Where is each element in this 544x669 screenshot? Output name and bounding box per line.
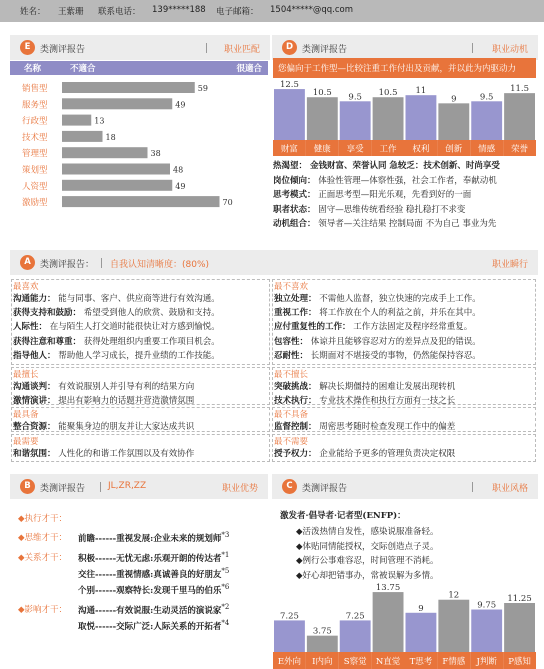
divider — [101, 258, 102, 268]
talent-row-text: ------无忧无虑:乐观开朗的传达者 — [95, 553, 222, 564]
behavior-row-text: 将工作放在个人的利益之前，并乐在其中。 — [316, 308, 481, 319]
section-letter-badge: A — [20, 255, 35, 270]
chart-data-label: 3.75 — [312, 626, 332, 637]
chart-data-label: 11.5 — [510, 84, 530, 95]
chart-bar — [406, 613, 437, 652]
talent-group-heading: ◆执行才干： — [18, 514, 68, 524]
divider — [206, 43, 207, 53]
behavior-row-text: 能聚集身边的朋友并让大家达成共识 — [55, 422, 195, 432]
talent-row — [78, 603, 229, 616]
behavior-row-text: 周密思考随时检查发现工作中的偏差 — [316, 422, 456, 432]
chart-category-label: E外向 — [277, 657, 302, 667]
behavior-row-label: 监督控制： — [274, 422, 317, 432]
panel-header — [272, 474, 538, 499]
motivation-line-label: 职者状态： — [273, 204, 316, 215]
behavior-row-label: 独立处理： — [274, 294, 317, 304]
behavior-row-text: 有效说服别人并引导有利的结果方向 — [55, 382, 195, 392]
chart-data-label: 7.25 — [345, 611, 365, 622]
chart-category-label: 权利 — [412, 144, 430, 155]
panel-header — [10, 474, 268, 499]
motivation-line-text: 领导者—关注结果 控制局面 不为自己 事业为先 — [315, 219, 497, 229]
career-type-bar — [62, 82, 195, 93]
talent-row — [78, 567, 229, 580]
chart-bar — [373, 592, 404, 652]
section-letter-badge: C — [282, 479, 297, 494]
behavior-row — [274, 380, 455, 392]
talent-row-text: ------观察特长:发现千里马的伯乐 — [95, 585, 222, 596]
talent-rank-mark: *2 — [221, 603, 230, 611]
talent-row — [78, 531, 229, 544]
career-type-bar — [62, 115, 91, 126]
talent-rank-mark: *3 — [221, 531, 230, 539]
behavior-row-text: 提出有影响力的话题并营造激情氛围 — [55, 396, 195, 407]
divider — [100, 482, 101, 492]
behavior-row — [274, 394, 455, 406]
column-name-header: 名称 — [24, 64, 42, 74]
behavior-row-text: 体谅并且能够容忍对方的差异点及犯的错误。 — [308, 336, 481, 347]
personality-bullet: ◆活泼热情自发性，感染说服准备轻。 — [296, 527, 439, 537]
column-unsuited-header: 不適合 — [70, 64, 96, 74]
chart-category-label: 健康 — [313, 144, 331, 155]
talent-row-label: 积极 — [78, 553, 96, 564]
chart-bar — [307, 636, 338, 652]
behavior-row-text: 专业技术操作和执行方面有一技之长 — [316, 396, 456, 407]
behavior-row-label: 技术执行： — [274, 396, 317, 407]
panel-header — [272, 35, 538, 60]
chart-data-label: 10.5 — [378, 88, 398, 99]
talent-row — [78, 583, 229, 596]
talent-row-label: 个别 — [78, 585, 96, 596]
talent-row-label: 取悦 — [78, 621, 96, 632]
personality-chart — [273, 582, 536, 669]
behavior-row — [13, 420, 194, 432]
career-type-value: 70 — [222, 198, 233, 208]
career-type-label: 策划型 — [22, 165, 48, 176]
motivation-line — [273, 217, 496, 229]
career-type-label: 人资型 — [22, 181, 48, 192]
career-type-value: 48 — [173, 165, 184, 175]
divider — [472, 482, 473, 492]
panel-category: 职业优势 — [221, 484, 258, 494]
behavior-row-label: 包容性： — [274, 336, 309, 347]
chart-category-label: N直觉 — [375, 657, 401, 667]
chart-data-label: 9.5 — [479, 92, 494, 103]
personal-info-bar — [0, 0, 544, 22]
chart-bar — [504, 93, 535, 140]
talent-rank-mark: *6 — [221, 583, 230, 591]
panel-header — [10, 35, 270, 60]
career-type-bar — [62, 98, 172, 109]
chart-bar — [504, 603, 535, 652]
chart-bar — [471, 610, 502, 652]
panel-header — [10, 250, 538, 275]
behavior-row-text: 企业能给予更多的管理负责决定权限 — [316, 449, 456, 459]
behavior-row-label: 获得支持和鼓励： — [13, 308, 82, 319]
behavior-row-text: 帮助他人学习成长，提升业绩的工作技能。 — [55, 350, 220, 361]
motivation-line-text: 固守—思维传统看经验 稳扎稳打不求变 — [315, 204, 466, 215]
behavior-row-label: 突破挑战： — [274, 382, 317, 392]
behavior-row-label: 忍耐性： — [274, 350, 309, 361]
chart-category-label: 荣誉 — [511, 144, 529, 155]
motivation-line-label: 动机组合： — [273, 219, 316, 229]
chart-category-label: I内向 — [312, 657, 333, 667]
behavior-row — [13, 380, 194, 392]
behavior-row — [13, 292, 220, 304]
behavior-row — [13, 320, 220, 332]
career-type-label: 行政型 — [22, 116, 48, 127]
behavior-box-heading: 最需要 — [13, 437, 39, 447]
behavior-row-label: 沟通能力： — [13, 294, 56, 304]
motivation-chart — [273, 79, 536, 156]
chart-bar — [274, 620, 305, 652]
personality-type-title: 激发者·倡导者·记者型(ENFP)： — [280, 511, 406, 521]
career-type-value: 59 — [197, 84, 208, 93]
behavior-row — [13, 306, 220, 318]
chart-bar — [438, 103, 469, 140]
chart-category-label: S察觉 — [343, 657, 367, 667]
phone-label: 联系电话： — [98, 7, 141, 17]
career-type-value: 38 — [150, 149, 161, 159]
chart-category-label: F情感 — [442, 657, 466, 667]
email-value: 1504*****@qq.com — [270, 5, 354, 15]
motivation-line-text: 体验性管理—体察性强，社会工作者，奉献动机 — [315, 175, 497, 186]
behavior-row — [13, 335, 220, 347]
behavior-box-heading: 最不喜欢 — [274, 282, 309, 292]
panel-category: 职业瞬行 — [491, 260, 528, 270]
motivation-line-text: 正面思考型—阳光乐观，先看到好的一面 — [315, 190, 472, 200]
talent-group-heading: ◆思维才干： — [18, 533, 68, 543]
behavior-row-text: 不需他人监督，独立快速的完成手上工作。 — [316, 294, 481, 304]
talent-row — [78, 551, 229, 564]
name-value: 王紫珊 — [58, 7, 84, 17]
behavior-row — [274, 335, 481, 347]
chart-data-label: 10.5 — [312, 88, 332, 99]
talent-row-label: 前瞻 — [78, 533, 96, 544]
behavior-row-label: 和谐氛围： — [13, 449, 56, 459]
chart-bar — [340, 101, 371, 140]
motivation-line — [273, 188, 471, 200]
chart-bar — [340, 620, 371, 652]
section-letter-badge: D — [282, 40, 297, 55]
section-letter-badge: E — [20, 40, 35, 55]
talent-row-text: ------重视发展:企业未来的规划师 — [95, 533, 222, 544]
career-type-label: 技术型 — [22, 132, 48, 143]
behavior-row — [274, 320, 472, 332]
career-type-bar — [62, 180, 172, 191]
motivation-line-label: 思考模式： — [273, 190, 316, 200]
chart-data-label: 11 — [415, 86, 427, 97]
career-type-label: 激励型 — [22, 198, 48, 209]
behavior-row-label: 重视工作： — [274, 308, 317, 319]
behavior-row-label: 授予权力： — [274, 449, 317, 459]
panel-category: 职业风格 — [491, 484, 528, 494]
chart-data-label: 9.75 — [477, 600, 497, 611]
motivation-line-text: 金钱财富、荣誉认同 急较乏：技术创新、时尚享受 — [307, 161, 500, 171]
career-type-bar — [62, 131, 103, 142]
talent-row-text: ------重视情感:真诚善良的好朋友 — [95, 569, 222, 580]
phone-value: 139*****188 — [152, 5, 206, 15]
panel-title: 类测评报告 — [302, 45, 348, 55]
chart-category-label: T思考 — [409, 657, 433, 667]
chart-bar — [438, 600, 469, 652]
behavior-row-text: 获得处理组织内重要工作项目机会。 — [81, 336, 220, 347]
talent-row-text: ------有效说服:生动灵活的演说家 — [95, 605, 222, 616]
behavior-row-label: 整合资源： — [13, 422, 56, 432]
behavior-row-text: 人性化的和谐工作氛围以及有效协作 — [55, 449, 195, 459]
talent-group-heading: ◆影响才干： — [18, 605, 68, 615]
motivation-line-label: 岗位倾向： — [273, 175, 316, 186]
career-type-value: 49 — [175, 181, 186, 191]
behavior-row — [13, 349, 220, 361]
self-awareness-score: 自我认知清晰度：(80%) — [110, 260, 210, 270]
name-label: 姓名： — [20, 7, 46, 17]
chart-data-label: 9 — [451, 94, 457, 105]
email-label: 电子邮箱： — [216, 7, 259, 17]
behavior-row — [13, 447, 194, 459]
motivation-banner: 您偏向于工作型—比较注重工作付出及贡献，并以此为内驱动力 — [273, 58, 536, 78]
talent-group-heading: ◆关系才干： — [18, 553, 68, 563]
behavior-row-label: 激情演讲： — [13, 396, 56, 407]
behavior-row — [274, 349, 481, 361]
chart-category-label: 享受 — [346, 144, 364, 155]
personality-bullet: ◆好心却把错事办，常被误解为多情。 — [296, 570, 439, 581]
behavior-row — [274, 292, 481, 304]
chart-category-label: 情感 — [478, 144, 496, 155]
chart-bar — [373, 97, 404, 140]
chart-data-label: 7.25 — [279, 611, 299, 622]
behavior-row — [274, 420, 455, 432]
behavior-row-text: 能与同事、客户、供应商等进行有效沟通。 — [55, 294, 220, 304]
chart-bar — [406, 95, 437, 140]
chart-data-label: 12.5 — [279, 80, 299, 91]
chart-data-label: 11.25 — [507, 593, 532, 604]
talent-rank-mark: *1 — [221, 551, 230, 559]
chart-data-label: 9 — [418, 603, 424, 614]
motivation-line — [273, 174, 497, 186]
talent-row-label: 沟通 — [78, 605, 96, 616]
motivation-line-label: 热渴望： — [273, 161, 308, 171]
behavior-box-heading: 最喜欢 — [13, 282, 39, 292]
chart-bar — [471, 101, 502, 140]
divider — [472, 43, 473, 53]
career-type-value: 49 — [175, 100, 186, 110]
panel-title: 类测评报告 — [40, 484, 86, 494]
career-type-bar — [62, 164, 170, 175]
panel-title: 类测评报告： — [40, 260, 95, 270]
chart-category-label: 财富 — [280, 144, 298, 155]
section-letter-badge: B — [20, 479, 35, 494]
motivation-line — [273, 203, 465, 215]
behavior-row-text: 工作方法固定及程序经常重复。 — [350, 322, 473, 333]
chart-category-label: J判断 — [476, 657, 497, 667]
chart-data-label: 9.5 — [348, 92, 362, 103]
behavior-box-heading: 最不擅长 — [274, 370, 309, 380]
chart-category-label: 工作 — [379, 144, 397, 155]
personality-bullet: ◆例行公事难容忍，时间管理不消耗。 — [296, 556, 439, 566]
chart-bar — [307, 97, 338, 140]
behavior-row-text: 在与陌生人打交道时能很快让对方感到愉悦。 — [47, 322, 220, 333]
behavior-row — [274, 306, 481, 318]
career-type-label: 管理型 — [22, 149, 48, 160]
behavior-row-label: 指导他人： — [13, 350, 56, 361]
chart-data-label: 13.75 — [375, 583, 401, 594]
panel-title: 类测评报告 — [302, 484, 348, 494]
behavior-box-heading: 最擅长 — [13, 370, 39, 380]
behavior-box-heading: 最具备 — [13, 410, 39, 420]
talent-row — [78, 619, 229, 632]
behavior-box-heading: 最不具备 — [274, 410, 309, 420]
behavior-row-text: 希望受到他人的欣赏、鼓励和支持。 — [81, 308, 220, 319]
chart-category-label: P感知 — [508, 657, 531, 667]
career-type-bar — [62, 147, 148, 158]
talent-rank-mark: *5 — [221, 567, 230, 575]
career-type-value: 18 — [105, 132, 116, 142]
career-type-label: 销售型 — [22, 84, 48, 94]
talent-rank-mark: *4 — [221, 619, 230, 627]
chart-category-label: 创新 — [445, 144, 463, 155]
behavior-row-text: 解决长期僵持的困难让发展出现转机 — [316, 382, 456, 392]
chart-bar — [274, 89, 305, 140]
behavior-box-heading: 最不需要 — [274, 437, 309, 447]
talent-row-text: ------交际广泛:人际关系的开拓者 — [95, 621, 222, 632]
behavior-row — [13, 394, 194, 406]
career-match-header — [10, 61, 268, 75]
talent-row-label: 交往 — [78, 569, 96, 580]
career-type-label: 服务型 — [22, 100, 48, 111]
talent-codes: JL,ZR,ZZ — [108, 481, 147, 491]
behavior-row-label: 沟通谈判： — [13, 382, 56, 392]
panel-title: 类测评报告 — [40, 45, 86, 55]
column-suited-header: 很適合 — [236, 64, 262, 74]
personality-bullet: ◆体贴同情能授权，交际创造点子灵。 — [296, 541, 439, 552]
behavior-row-label: 人际性： — [13, 322, 48, 333]
behavior-row-label: 获得注意和尊重： — [13, 336, 82, 347]
panel-category: 职业动机 — [491, 45, 528, 55]
motivation-line — [273, 159, 500, 171]
chart-data-label: 12 — [448, 590, 460, 601]
behavior-row — [274, 447, 455, 459]
behavior-row-text: 长期面对不堪接受的事物，仍然能保持容忍。 — [308, 350, 481, 361]
panel-category: 职业匹配 — [223, 45, 260, 55]
career-type-value: 13 — [94, 116, 105, 126]
career-type-bar — [62, 196, 220, 207]
career-match-chart — [10, 78, 270, 218]
behavior-row-label: 应付重复性的工作： — [274, 322, 351, 333]
